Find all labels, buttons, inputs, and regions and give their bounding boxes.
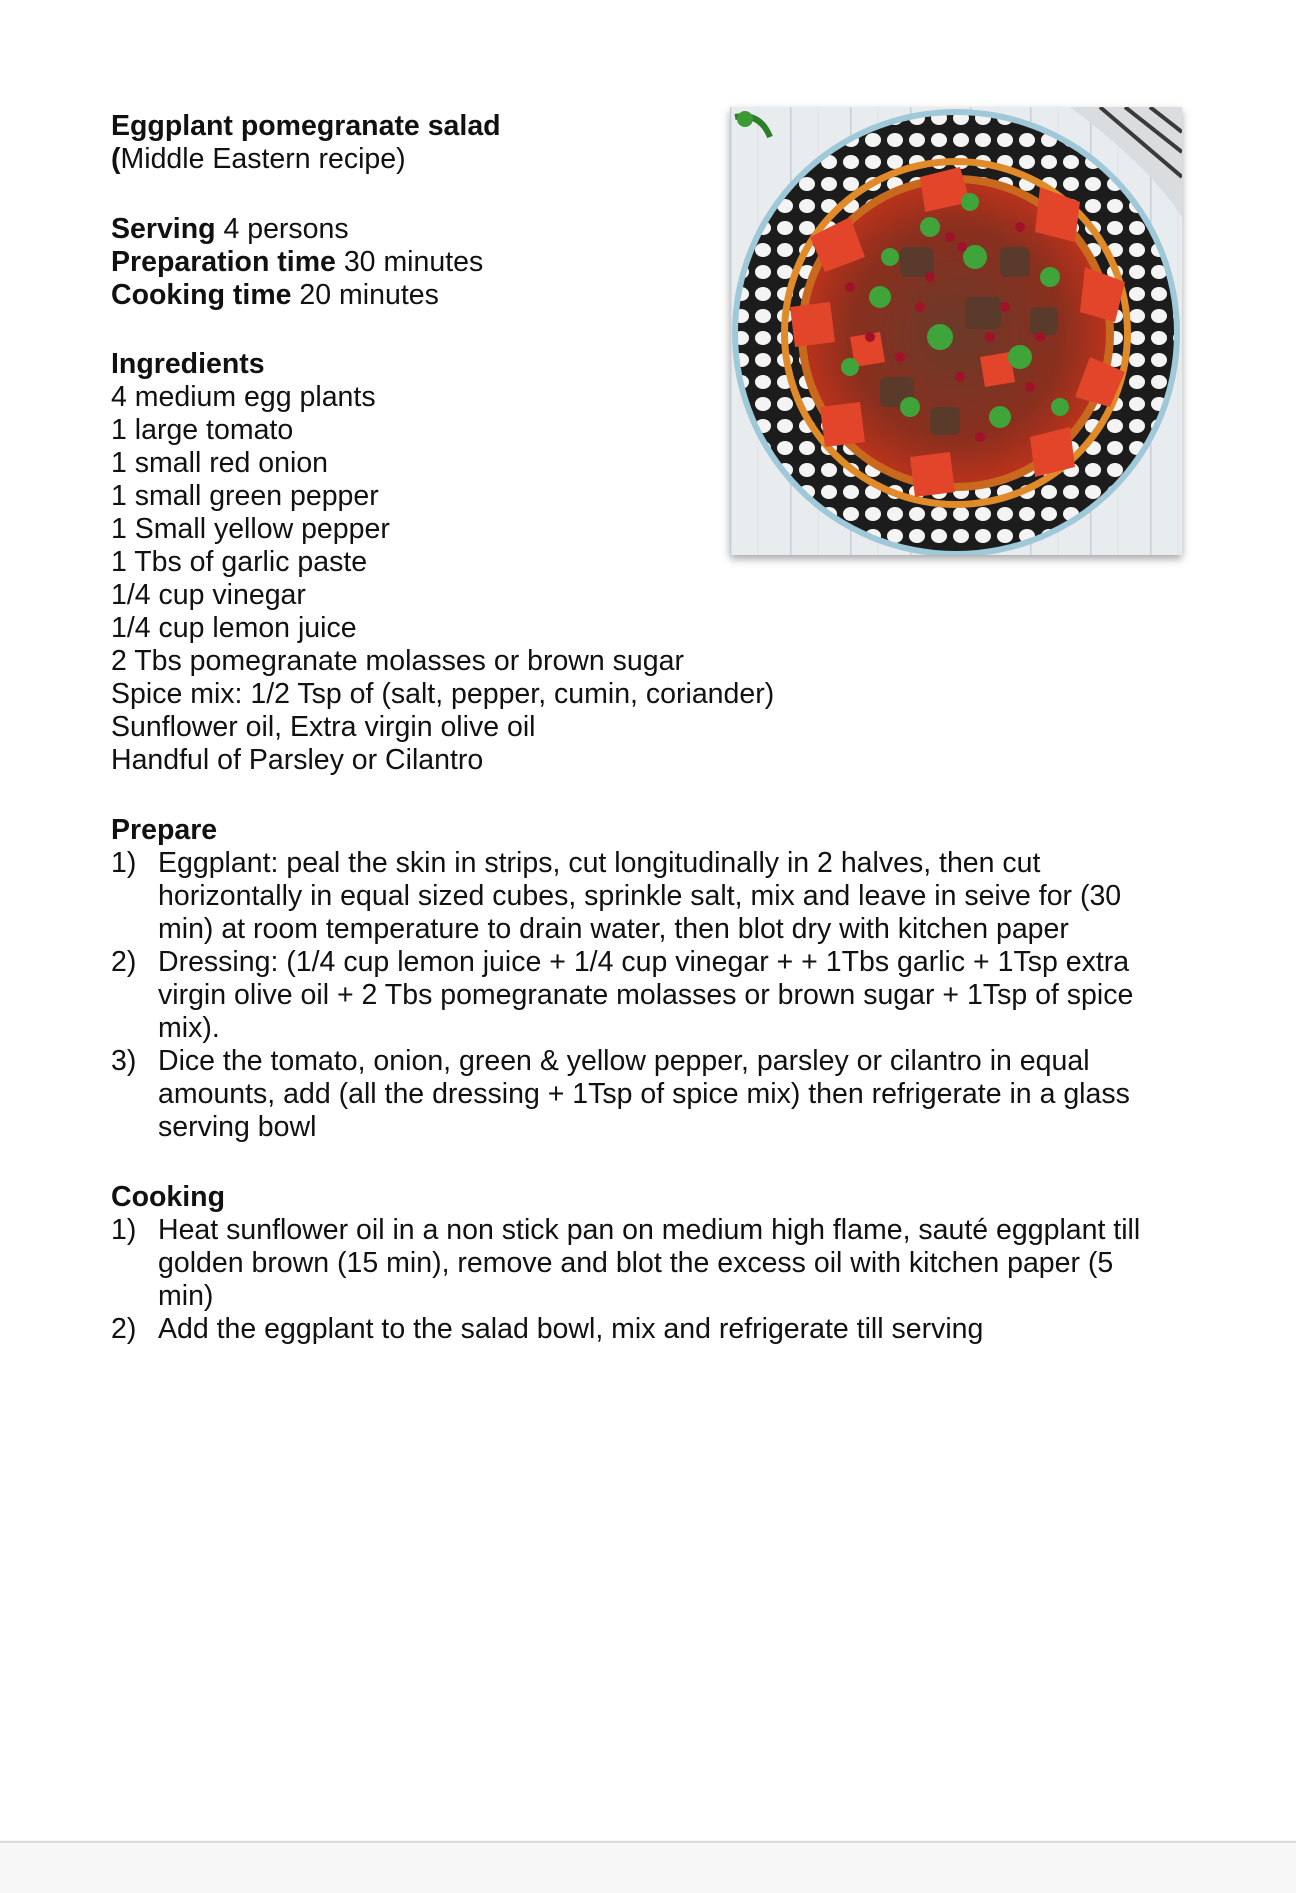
ingredient-item: Sunflower oil, Extra virgin olive oil xyxy=(111,711,536,743)
step-number: 3) xyxy=(111,1045,137,1077)
ingredient-item: 1 Small yellow pepper xyxy=(111,513,390,545)
recipe-title: Eggplant pomegranate salad xyxy=(111,110,501,142)
cooking-step xyxy=(111,1214,1191,1313)
ingredient-item: 4 medium egg plants xyxy=(111,381,376,413)
step-text: Add the eggplant to the salad bowl, mix and refrigerate till serving xyxy=(158,1313,984,1345)
salad-illustration xyxy=(730,107,1182,555)
salad-photo xyxy=(730,107,1182,555)
step-number: 1) xyxy=(111,1214,137,1246)
step-text: Dressing: (1/4 cup lemon juice + 1/4 cup vinegar + + 1Tbs garlic + 1Tsp extra virgin olive oil + 2 Tbs pomegranate molasses or brown sugar + 1Tsp of spice mix). xyxy=(158,946,1134,1044)
prepare-step xyxy=(111,1045,1191,1144)
prepare-steps xyxy=(111,847,1191,1144)
step-number: 1) xyxy=(111,847,137,879)
page-divider xyxy=(0,1841,1296,1843)
subtitle-paren: ( xyxy=(111,143,121,175)
prep-time-value: 30 minutes xyxy=(335,246,484,278)
ingredient-item: 1 Tbs of garlic paste xyxy=(111,546,368,578)
cook-time-label: Cooking time xyxy=(111,279,292,311)
cooking-heading: Cooking xyxy=(111,1181,225,1213)
subtitle-text: Middle Eastern recipe) xyxy=(120,143,406,175)
ingredient-item: 1 large tomato xyxy=(111,414,294,446)
step-number: 2) xyxy=(111,1313,137,1345)
ingredient-item: 2 Tbs pomegranate molasses or brown sugar xyxy=(111,645,684,677)
serving-label: Serving xyxy=(111,213,216,245)
ingredient-item: 1 small red onion xyxy=(111,447,329,479)
serving-value: 4 persons xyxy=(215,213,349,245)
prepare-heading: Prepare xyxy=(111,814,218,846)
ingredients-heading: Ingredients xyxy=(111,348,265,380)
step-number: 2) xyxy=(111,946,137,978)
step-text: Eggplant: peal the skin in strips, cut longitudinally in 2 halves, then cut horizontally in equal sized cubes, sprinkle salt, mix and leave in seive for (30 min) at room temperature to drain water, then blot dry with kitchen paper xyxy=(158,847,1122,945)
cooking-steps xyxy=(111,1214,1191,1346)
prepare-step xyxy=(111,847,1191,946)
ingredient-item: 1/4 cup vinegar xyxy=(111,579,306,611)
prepare-step xyxy=(111,946,1191,1045)
ingredient-item: 1/4 cup lemon juice xyxy=(111,612,357,644)
step-text: Dice the tomato, onion, green & yellow pepper, parsley or cilantro in equal amounts, add (all the dressing + 1Tsp of spice mix) then refrigerate in a glass serving bowl xyxy=(158,1045,1130,1143)
ingredient-item: Handful of Parsley or Cilantro xyxy=(111,744,484,776)
step-text: Heat sunflower oil in a non stick pan on medium high flame, sauté eggplant till golden brown (15 min), remove and blot the excess oil with kitchen paper (5 min) xyxy=(158,1214,1141,1312)
ingredient-item: Spice mix: 1/2 Tsp of (salt, pepper, cumin, coriander) xyxy=(111,678,775,710)
cook-time-value: 20 minutes xyxy=(291,279,439,311)
prep-time-label: Preparation time xyxy=(111,246,336,278)
ingredient-item: 1 small green pepper xyxy=(111,480,379,512)
cooking-step xyxy=(111,1313,1191,1346)
